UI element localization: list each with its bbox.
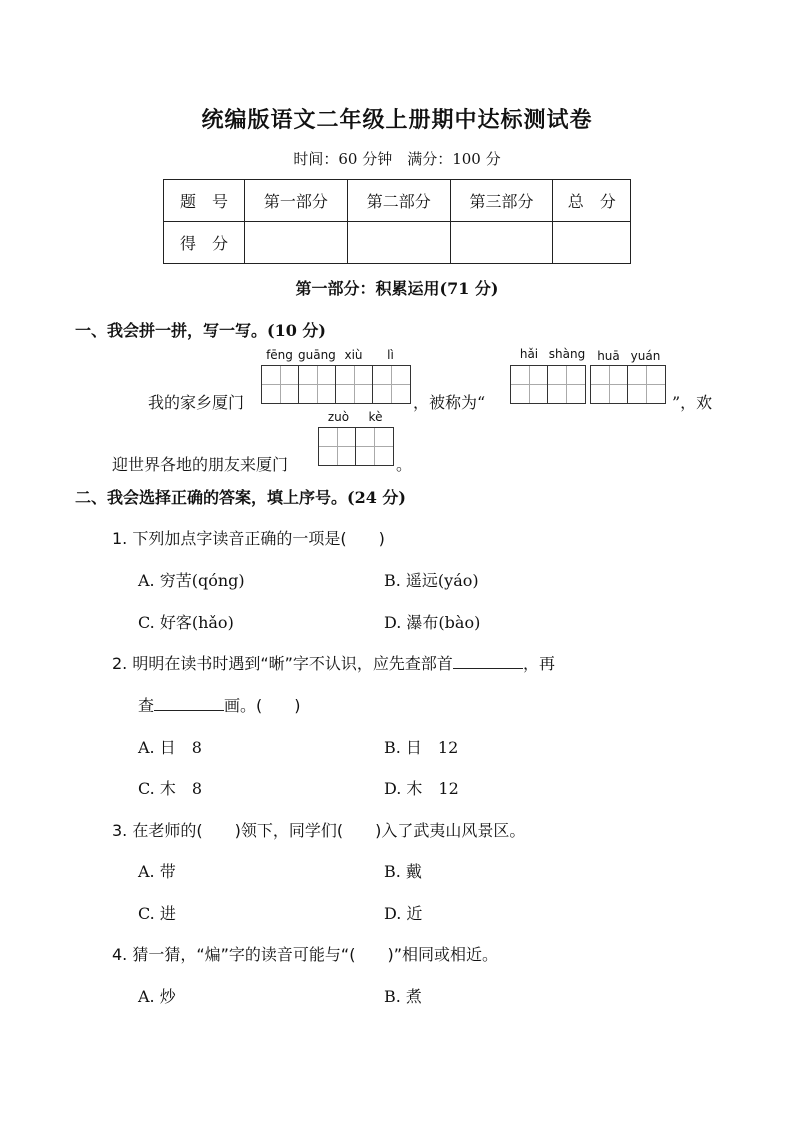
section2-heading: 二、我会选择正确的答案，填上序号。(24 分) xyxy=(75,488,406,507)
question-2-stem xyxy=(112,651,555,674)
score-table-header-row xyxy=(164,180,631,222)
sentence-part: ”，欢 xyxy=(672,393,713,412)
writing-cell[interactable] xyxy=(511,366,548,403)
option-a[interactable]: A. 日 8 xyxy=(138,738,202,757)
part1-heading: 第一部分：积累运用(71 分) xyxy=(295,279,499,298)
option-a[interactable]: A. 炒 xyxy=(138,987,176,1006)
writing-cell[interactable] xyxy=(356,428,393,465)
score-table-score-row xyxy=(164,222,631,264)
writing-cell[interactable] xyxy=(262,366,299,403)
sentence-part: ，被称为“ xyxy=(413,393,486,412)
question-4-stem: 4. 猜一猜，“煸”字的读音可能与“( )”相同或相近。 xyxy=(112,945,498,964)
question-2-text: 2. 明明在读书时遇到“晰”字不认识，应先查部首 xyxy=(112,654,453,673)
pinyin-label: xiù xyxy=(344,348,363,362)
sentence-part: 。 xyxy=(396,455,413,474)
writing-cell[interactable] xyxy=(373,366,410,403)
writing-cell[interactable] xyxy=(591,366,628,403)
page-title: 统编版语文二年级上册期中达标测试卷 xyxy=(201,107,593,133)
writing-grid-2[interactable] xyxy=(510,365,586,404)
option-c[interactable]: C. 进 xyxy=(138,904,176,923)
score-table xyxy=(163,179,631,264)
question-1-stem: 1. 下列加点字读音正确的一项是( ) xyxy=(112,529,385,548)
pinyin-label: shàng xyxy=(548,347,586,361)
pinyin-label: zuò xyxy=(327,410,350,424)
option-b[interactable]: B. 戴 xyxy=(384,862,422,881)
score-header-cell: 总 分 xyxy=(553,180,631,222)
score-input-cell[interactable] xyxy=(553,222,631,264)
pinyin-label: lì xyxy=(387,348,394,362)
writing-cell[interactable] xyxy=(628,366,665,403)
sentence-part: 我的家乡厦门 xyxy=(148,393,245,412)
sentence-part: 迎世界各地的朋友来厦门 xyxy=(112,455,289,474)
question-2-text: 查 xyxy=(138,696,155,715)
score-header-cell: 题 号 xyxy=(164,180,245,222)
option-a[interactable]: A. 穷苦(qóng) xyxy=(138,571,245,590)
option-b[interactable]: B. 日 12 xyxy=(384,738,459,757)
option-b[interactable]: B. 遥远(yáo) xyxy=(384,571,479,590)
writing-cell[interactable] xyxy=(336,366,373,403)
option-c[interactable]: C. 好客(hǎo) xyxy=(138,613,234,632)
option-d[interactable]: D. 瀑布(bào) xyxy=(384,613,481,632)
question-2-stem-cont xyxy=(138,693,301,716)
writing-grid-2[interactable] xyxy=(318,427,394,466)
option-d[interactable]: D. 近 xyxy=(384,904,423,923)
writing-grid-2[interactable] xyxy=(590,365,666,404)
option-d[interactable]: D. 木 12 xyxy=(384,779,459,798)
pinyin-label: hǎi xyxy=(519,347,539,361)
answer-blank[interactable] xyxy=(453,654,523,669)
pinyin-label: kè xyxy=(368,410,383,424)
writing-cell[interactable] xyxy=(299,366,336,403)
pinyin-label: fēng xyxy=(266,348,293,362)
question-2-text: ，再 xyxy=(522,654,555,673)
writing-cell[interactable] xyxy=(548,366,585,403)
answer-blank[interactable] xyxy=(154,696,224,711)
writing-cell[interactable] xyxy=(319,428,356,465)
score-row-label: 得 分 xyxy=(164,222,245,264)
score-input-cell[interactable] xyxy=(347,222,450,264)
writing-grid-4[interactable] xyxy=(261,365,411,404)
section1-heading: 一、我会拼一拼，写一写。(10 分) xyxy=(75,321,326,340)
pinyin-label: guāng xyxy=(298,348,336,362)
option-b[interactable]: B. 煮 xyxy=(384,987,422,1006)
option-a[interactable]: A. 带 xyxy=(138,862,176,881)
exam-info: 时间：60 分钟 满分：100 分 xyxy=(293,150,501,168)
score-input-cell[interactable] xyxy=(245,222,348,264)
question-3-stem: 3. 在老师的( )领下，同学们( )入了武夷山风景区。 xyxy=(112,821,526,840)
score-header-cell: 第三部分 xyxy=(450,180,553,222)
pinyin-label: yuán xyxy=(630,349,661,363)
score-header-cell: 第二部分 xyxy=(347,180,450,222)
score-header-cell: 第一部分 xyxy=(245,180,348,222)
pinyin-label: huā xyxy=(597,349,620,363)
score-input-cell[interactable] xyxy=(450,222,553,264)
question-2-text: 画。( ) xyxy=(224,696,301,715)
option-c[interactable]: C. 木 8 xyxy=(138,779,203,798)
